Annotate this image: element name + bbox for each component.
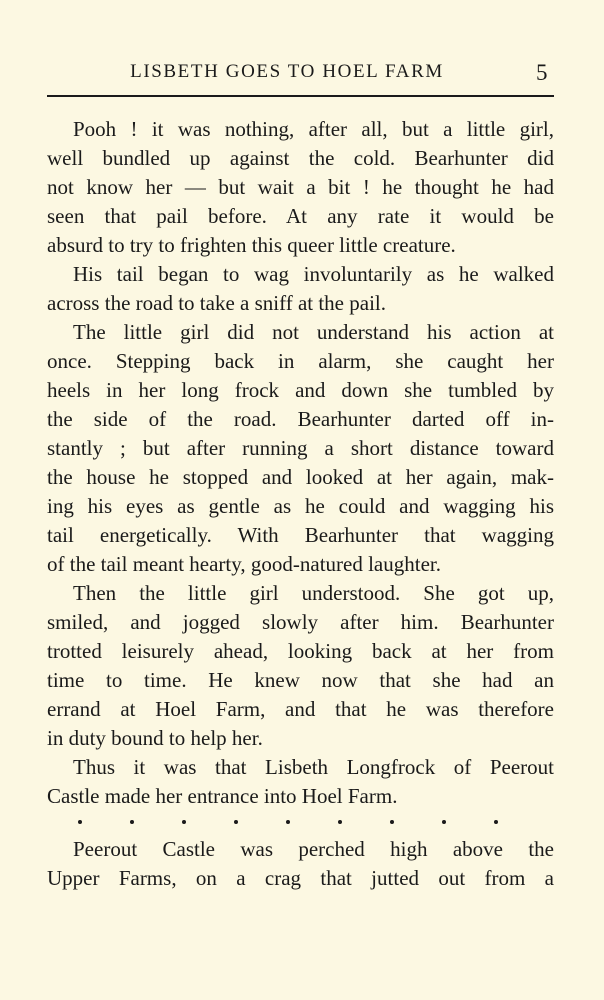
text-line: across the road to take a sniff at the pail. — [47, 291, 386, 315]
text-line: trotted leisurely ahead, looking back at her from — [47, 639, 554, 663]
text-line: ing his eyes as gentle as he could and wagging his — [47, 494, 554, 518]
text-line: time to time. He knew now that she had an — [47, 668, 554, 692]
body-text — [47, 115, 554, 811]
continuation-text — [47, 835, 554, 893]
section-break-dot — [442, 820, 446, 824]
section-break-dot — [390, 820, 394, 824]
text-line: Upper Farms, on a crag that jutted out from a — [47, 866, 554, 890]
text-line: stantly ; but after running a short distance toward — [47, 436, 554, 460]
section-break-dot — [234, 820, 238, 824]
text-line: Peerout Castle was perched high above the — [73, 837, 554, 861]
running-head: LISBETH GOES TO HOEL FARM — [130, 61, 444, 82]
text-line: Castle made her entrance into Hoel Farm. — [47, 784, 398, 808]
text-line: the house he stopped and looked at her again, mak- — [47, 465, 554, 489]
section-break-dot — [78, 820, 82, 824]
text-line: not know her — but wait a bit ! he thought he had — [47, 175, 554, 199]
text-line: in duty bound to help her. — [47, 726, 263, 750]
section-break-dots — [78, 812, 498, 832]
text-line: Pooh ! it was nothing, after all, but a little girl, — [73, 117, 554, 141]
section-break-dot — [130, 820, 134, 824]
text-line: Then the little girl understood. She got up, — [73, 581, 554, 605]
section-break-dot — [494, 820, 498, 824]
text-line: absurd to try to frighten this queer little creature. — [47, 233, 456, 257]
text-line: heels in her long frock and down she tumbled by — [47, 378, 554, 402]
text-line: The little girl did not understand his action at — [73, 320, 554, 344]
text-line: the side of the road. Bearhunter darted off in- — [47, 407, 554, 431]
section-break-dot — [286, 820, 290, 824]
text-line: of the tail meant hearty, good-natured laughter. — [47, 552, 441, 576]
text-line: errand at Hoel Farm, and that he was therefore — [47, 697, 554, 721]
text-line: His tail began to wag involuntarily as he walked — [73, 262, 554, 286]
page-header — [0, 58, 604, 88]
page-number: 5 — [536, 60, 548, 85]
text-line: well bundled up against the cold. Bearhunter did — [47, 146, 554, 170]
text-line: smiled, and jogged slowly after him. Bearhunter — [47, 610, 554, 634]
text-line: seen that pail before. At any rate it would be — [47, 204, 554, 228]
section-break-dot — [182, 820, 186, 824]
header-rule — [47, 95, 554, 97]
text-line: once. Stepping back in alarm, she caught her — [47, 349, 554, 373]
section-break-dot — [338, 820, 342, 824]
text-line: Thus it was that Lisbeth Longfrock of Peerout — [73, 755, 554, 779]
text-line: tail energetically. With Bearhunter that wagging — [47, 523, 554, 547]
